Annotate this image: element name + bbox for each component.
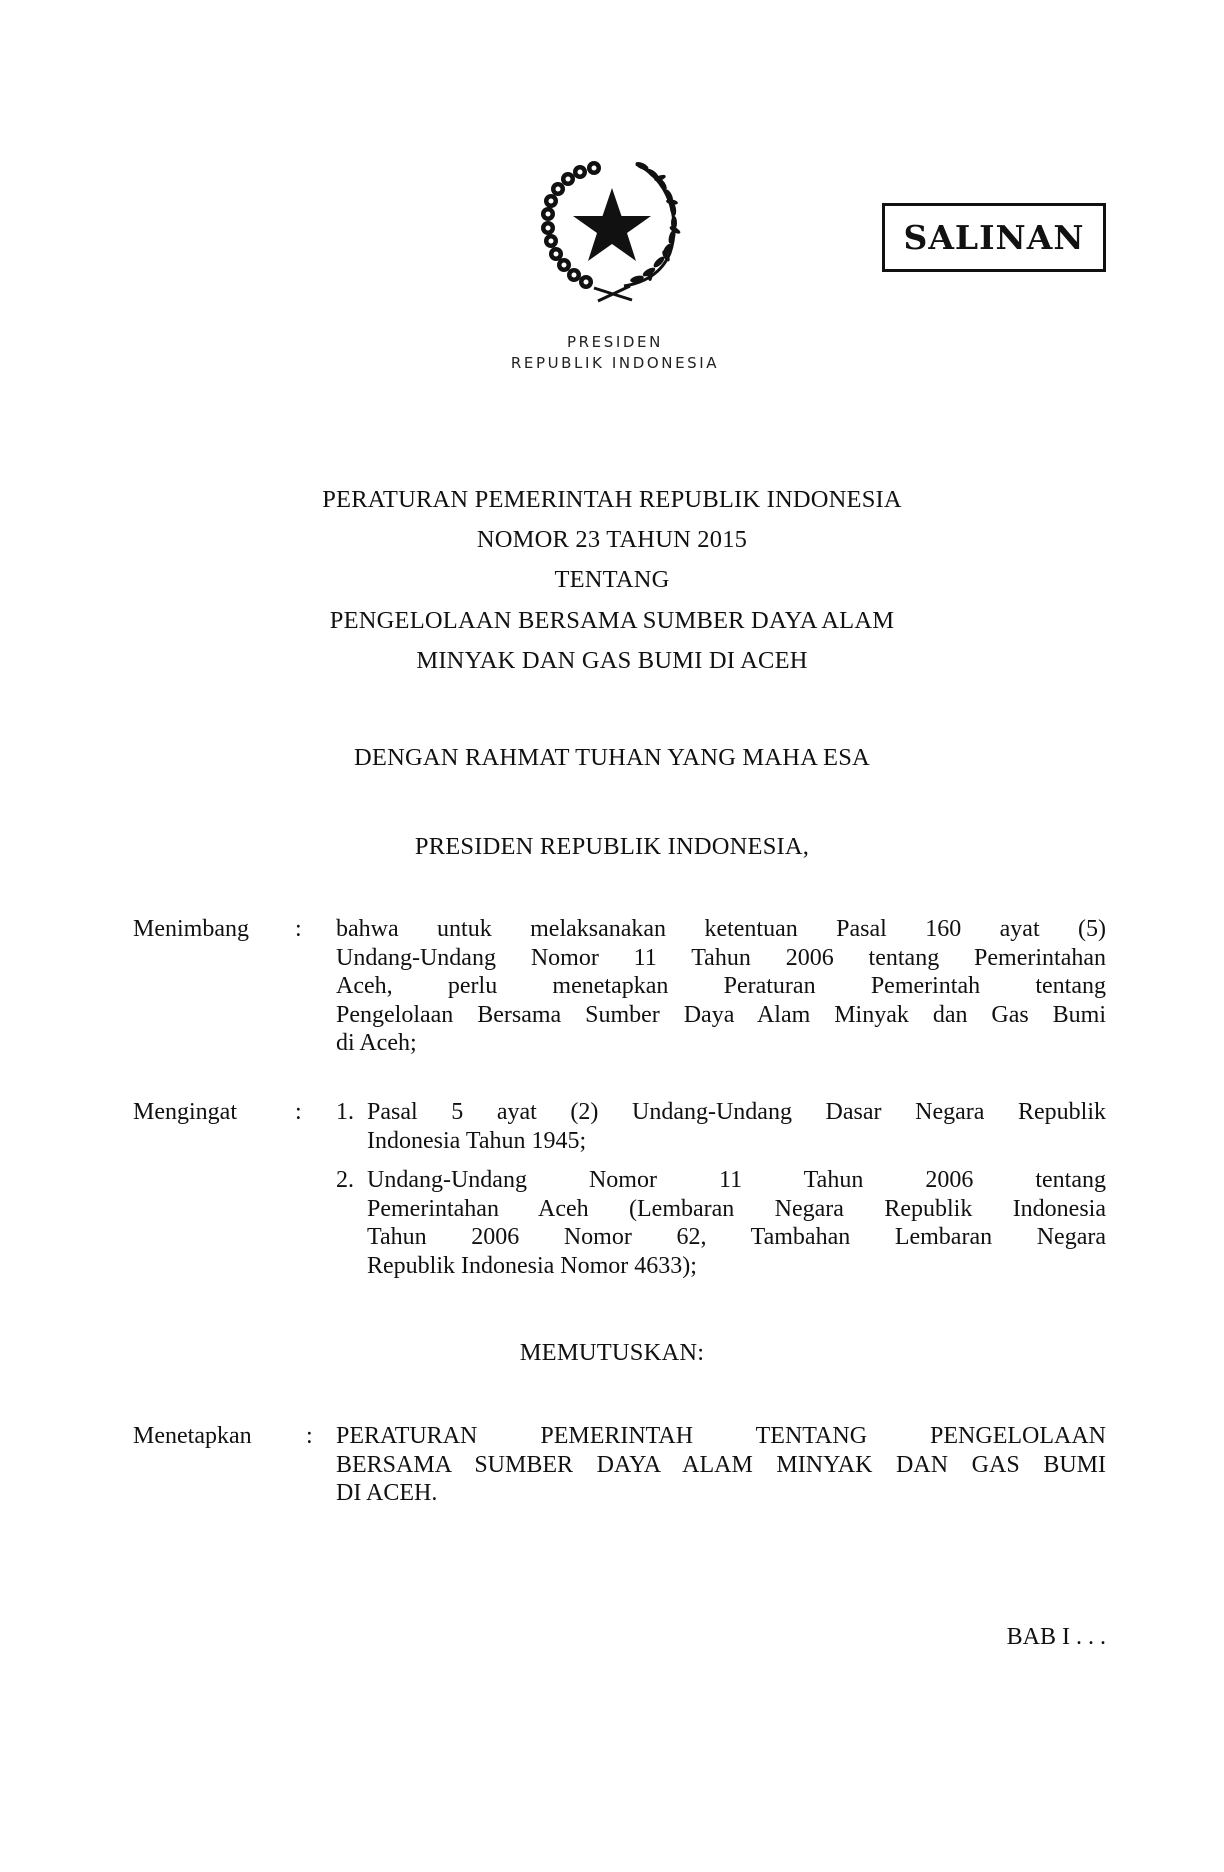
mengingat-colon: : [295, 1099, 302, 1125]
mengingat-item-1 [367, 1098, 1106, 1155]
mengingat-item-line: Indonesia Tahun 1945; [367, 1127, 587, 1154]
menetapkan-line: BERSAMA SUMBER DAYA ALAM MINYAK DAN GAS BUMI [336, 1451, 1106, 1478]
mengingat-item-line: Undang-Undang Nomor 11 Tahun 2006 tentang [367, 1167, 1106, 1193]
menimbang-line: Aceh, perlu menetapkan Peraturan Pemerintah tentang [336, 973, 1106, 999]
mengingat-item-line: Pasal 5 ayat (2) Undang-Undang Dasar Negara Republik [367, 1099, 1106, 1125]
mengingat-item-line: Tahun 2006 Nomor 62, Tambahan Lembaran Negara [367, 1224, 1106, 1250]
mengingat-item-2-number: 2. [336, 1167, 354, 1193]
menimbang-label: Menimbang [133, 916, 249, 942]
menimbang-line: Pengelolaan Bersama Sumber Daya Alam Minyak dan Gas Bumi [336, 1001, 1106, 1028]
title-line-1: PERATURAN PEMERINTAH REPUBLIK INDONESIA [322, 486, 902, 513]
menimbang-colon: : [295, 916, 302, 942]
mengingat-item-line: Republik Indonesia Nomor 4633); [367, 1252, 697, 1279]
presidential-seal-icon [532, 148, 692, 308]
menetapkan-colon: : [306, 1423, 313, 1449]
republik-indonesia-label: REPUBLIK INDONESIA [510, 354, 720, 372]
title-line-2: NOMOR 23 TAHUN 2015 [476, 526, 748, 553]
menetapkan-line: PERATURAN PEMERINTAH TENTANG PENGELOLAAN [336, 1423, 1106, 1449]
title-line-4: PENGELOLAAN BERSAMA SUMBER DAYA ALAM [329, 607, 895, 634]
salinan-text: SALINAN [903, 218, 1085, 257]
invocation: DENGAN RAHMAT TUHAN YANG MAHA ESA [354, 744, 870, 771]
authority: PRESIDEN REPUBLIK INDONESIA, [414, 833, 810, 860]
menetapkan-label: Menetapkan [133, 1423, 252, 1449]
title-line-5: MINYAK DAN GAS BUMI DI ACEH [416, 647, 808, 674]
mengingat-label: Mengingat [133, 1099, 237, 1125]
memutuskan-heading: MEMUTUSKAN: [519, 1339, 705, 1366]
page-continuation: BAB I . . . [1006, 1624, 1106, 1650]
mengingat-item-1-number: 1. [336, 1099, 354, 1125]
menimbang-line: bahwa untuk melaksanakan ketentuan Pasal 160 ayat (5) [336, 916, 1106, 942]
menimbang-line: Undang-Undang Nomor 11 Tahun 2006 tentang Pemerintahan [336, 944, 1106, 971]
mengingat-item-line: Pemerintahan Aceh (Lembaran Negara Republik Indonesia [367, 1195, 1106, 1222]
salinan-stamp [882, 203, 1106, 272]
menimbang-line: di Aceh; [336, 1030, 417, 1056]
presiden-label: PRESIDEN [567, 333, 663, 351]
mengingat-item-2 [367, 1166, 1106, 1280]
title-line-3: TENTANG [554, 566, 670, 593]
menetapkan-text [336, 1422, 1106, 1508]
menetapkan-line: DI ACEH. [336, 1480, 438, 1506]
menimbang-text [336, 915, 1106, 1058]
